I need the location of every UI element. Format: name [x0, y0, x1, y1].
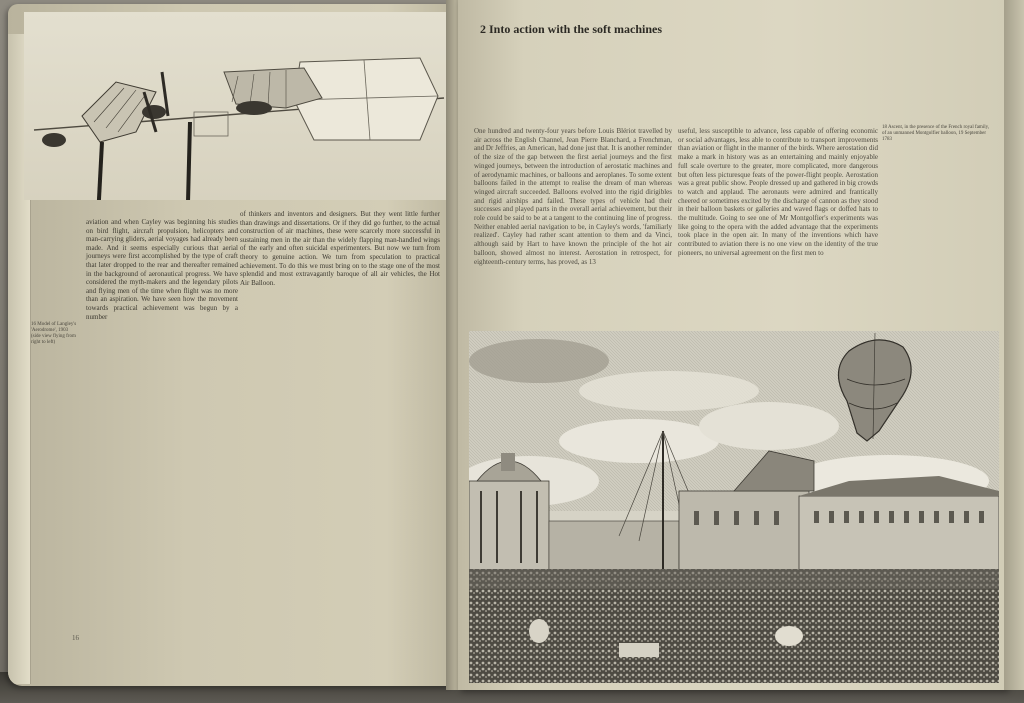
left-body-column-2: of thinkers and inventors and designers. But they went little further than drawings and dissertations. Or if they did go further, to the actual construction of air machines, these were scarcely more successful in sustaining men in the air than the widely flapping man-handled wings of the early and often suicidal experimenters. But now we turn from theory to genuine action. We turn from speculation to practical achievement. To do this we must bring on to the stage one of the most splendid and most extravagantly baroque of all air vehicles, the Hot Air Balloon. [240, 210, 440, 287]
left-figure-caption: 16 Model of Langley's 'Aerodrome', 1903 (side view flying from right to left) [31, 322, 77, 345]
right-figure-caption: 18 Ascent, in the presence of the French royal family, of an unmanned Montgolfier balloon, 19 September 1783 [882, 125, 990, 143]
montgolfier-ascent-engraving [469, 331, 999, 683]
left-page [8, 4, 454, 686]
right-body-column-2: useful, less susceptible to advance, less capable of offering economic or social advantages, less able to contribute to transport improvements than aviation or flight in the manner of the birds. Where aerostation did make a mark in history was as an entertaining and mainly enjoyable full scale overture to the greater, more complicated, more dangerous but often less picturesque feats of the power-flight people. Aerostation was a great public show. People dressed up and gathered in big crowds to watch and applaud. The aeronauts were admired and frantically cheered or sometimes excited by the discharge of cannon as they stood in their balloon baskets or galleries and waved flags or doffed hats to the multitude. Going to see one of Mr Montgolfier's experiments was like going to the opera with the added advantage that the experiments took place in the open air. In many of the inventions which have contributed to aviation there is no one view on the identity of the true pioneers, no universal agreement on the first men to [678, 127, 878, 257]
right-page [458, 0, 1006, 690]
right-page-edge [1004, 0, 1024, 690]
aerodrome-model-plate [24, 12, 446, 200]
aerodrome-model-illustration [24, 12, 446, 200]
left-body-column-1: aviation and when Cayley was beginning his studies on bird flight, aircraft propulsion, helicopters and man-carrying gliders, aerial voyages had already been made. And it seems especially curious that aerial journeys were first accomplished by the type of craft that later dropped to the rear and thereafter remained in the background of aeronautical progress. We have considered the myth-makers and the legendary pilots and flying men of the time when flight was no more than an aspiration. We have seen how the movement towards practical achievement was begun by a number [86, 218, 238, 321]
right-body-column-1: One hundred and twenty-four years before Louis Blériot travelled by air across the English Channel, Jean Pierre Blanchard, a Frenchman, and Dr Jeffries, an American, had done just that. It is another reminder of the size of the gap between the first aerial journeys and the first winged journeys, between the introduction of aerostatic machines and of aerodynamic machines, or balloons and aeroplanes. To some extent balloons failed in the attempt to realise the dream of man whereas winged aircraft succeeded. Balloons evolved into the rigid dirigibles and rigid airships and failed. These types of vehicle had their successes and played parts in the overall aerial achievement, but their role could be said to be at a tangent to the continuing line of progress. Neither enabled aerial navigation to be, in Cayley's words, 'familiarly realized'. Cayley had rather scant attention to them and da Vinci, although said by Hart to have known the principle of the hot air balloon, showed almost no interest. Aerostation in retrospect, for eighteenth-century terms, has proved, as 13 [474, 127, 672, 266]
versailles-balloon-illustration [469, 331, 999, 683]
chapter-title: 2 Into action with the soft machines [480, 22, 662, 36]
page-number: 16 [72, 634, 79, 642]
